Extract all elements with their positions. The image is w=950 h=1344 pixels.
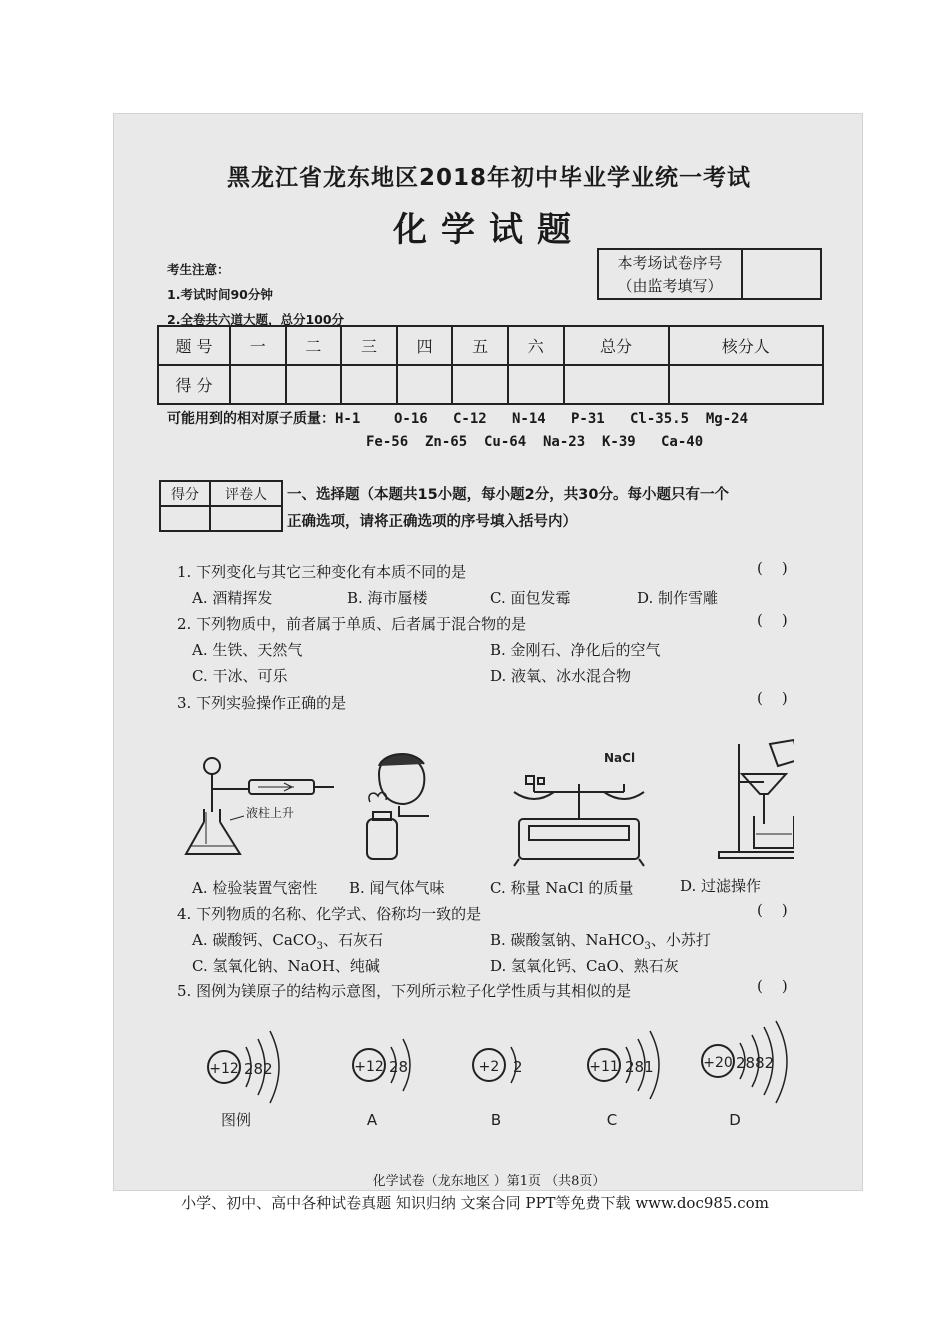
score-cell[interactable] — [397, 365, 453, 404]
q2-option-d: D. 液氧、冰水混合物 — [490, 667, 632, 685]
answer-bracket[interactable]: ( ) — [757, 977, 788, 995]
notice-heading: 考生注意： — [167, 262, 230, 277]
q1-option-d: D. 制作雪雕 — [637, 589, 719, 607]
notice-item: 1.考试时间90分钟 — [167, 287, 273, 302]
figure-c-balance — [514, 776, 644, 866]
answer-bracket[interactable]: ( ) — [757, 611, 788, 629]
figure-a-label-liquid: 液柱上升 — [246, 806, 295, 820]
svg-text:+12: +12 — [354, 1059, 384, 1075]
subject-title: 化学试题 — [393, 210, 585, 250]
question-5-stem: 5. 图例为镁原子的结构示意图，下列所示粒子化学性质与其相似的是 — [177, 982, 632, 1000]
question-3-stem: 3. 下列实验操作正确的是 — [177, 694, 347, 712]
svg-text:D: D — [729, 1111, 741, 1129]
atom-option-d — [702, 1021, 787, 1129]
figure-d-filtration — [719, 740, 794, 858]
svg-text:2882: 2882 — [736, 1054, 775, 1072]
svg-text:282: 282 — [244, 1060, 273, 1078]
download-banner[interactable]: 小学、初中、高中各种试卷真题 知识归纳 文案合同 PPT等免费下载 www.doc985.com — [181, 1194, 769, 1212]
answer-bracket[interactable]: ( ) — [757, 559, 788, 577]
serial-number-box — [597, 248, 822, 300]
experiment-figures — [174, 734, 794, 869]
q3-option-b: B. 闻气体气味 — [349, 879, 445, 897]
figure-c-label-nacl: NaCl — [604, 751, 636, 765]
q1-option-b: B. 海市蜃楼 — [347, 589, 428, 607]
svg-text:+11: +11 — [589, 1059, 619, 1075]
svg-text:图例: 图例 — [220, 1111, 252, 1129]
figure-b-smell-gas — [367, 754, 429, 859]
question-2-stem: 2. 下列物质中，前者属于单质、后者属于混合物的是 — [177, 615, 527, 633]
serial-number-field[interactable] — [743, 250, 820, 298]
exam-title: 黑龙江省龙东地区2018年初中毕业学业统一考试 — [226, 165, 751, 191]
answer-bracket[interactable]: ( ) — [757, 901, 788, 919]
grader-box-score-label: 得分 — [160, 481, 210, 506]
grader-box-score-cell[interactable] — [160, 506, 210, 531]
svg-text:+12: +12 — [209, 1061, 239, 1077]
score-cell[interactable] — [564, 365, 669, 404]
question-1-stem: 1. 下列变化与其它三种变化有本质不同的是 — [177, 563, 467, 581]
grader-box — [159, 480, 283, 532]
q3-option-d: D. 过滤操作 — [680, 877, 762, 895]
score-table-header: 五 — [452, 326, 508, 365]
scanned-page — [113, 113, 863, 1191]
svg-text:28: 28 — [389, 1058, 409, 1076]
score-table-header: 四 — [397, 326, 453, 365]
score-table-header: 三 — [341, 326, 397, 365]
notice-item: 2.全卷共六道大题，总分100分 — [167, 312, 345, 327]
q2-option-a: A. 生铁、天然气 — [192, 641, 303, 659]
score-table-header: 六 — [508, 326, 564, 365]
section-1-heading: 一、选择题（本题共15小题，每小题2分，共30分。每小题只有一个 正确选项，请将正确选项的序号填入括号内） — [287, 487, 729, 530]
svg-text:281: 281 — [625, 1058, 654, 1076]
svg-text:+20: +20 — [703, 1055, 733, 1071]
q4-option-d: D. 氢氧化钙、CaO、熟石灰 — [490, 957, 679, 975]
svg-text:C: C — [606, 1111, 618, 1129]
q1-option-c: C. 面包发霉 — [490, 589, 571, 607]
score-cell[interactable] — [286, 365, 342, 404]
score-table-header: 二 — [286, 326, 342, 365]
q4-option-b: B. 碳酸氢钠、NaHCO$_3$、小苏打 — [490, 931, 711, 952]
score-table-header: 题 号 — [158, 326, 230, 365]
atom-diagrams — [194, 1019, 814, 1129]
q1-option-a: A. 酒精挥发 — [192, 589, 273, 607]
score-table — [157, 325, 824, 405]
answer-bracket[interactable]: ( ) — [757, 689, 788, 707]
score-table-header: 核分人 — [669, 326, 823, 365]
atom-option-c — [588, 1031, 659, 1129]
q2-option-c: C. 干冰、可乐 — [192, 667, 288, 685]
serial-number-label: 本考场试卷序号 （由监考填写） — [599, 250, 743, 298]
score-table-header: 一 — [230, 326, 286, 365]
score-cell[interactable] — [230, 365, 286, 404]
q4-option-c: C. 氢氧化钠、NaOH、纯碱 — [192, 957, 380, 975]
svg-text:+2: +2 — [478, 1059, 500, 1075]
atom-option-a — [353, 1039, 410, 1129]
atom-option-b — [473, 1047, 523, 1129]
question-4-stem: 4. 下列物质的名称、化学式、俗称均一致的是 — [177, 905, 482, 923]
svg-text:A: A — [366, 1111, 378, 1129]
atomic-mass-line-1: 可能用到的相对原子质量：H-1 O-16 C-12 N-14 P-31 Cl-35.5 Mg-24 — [167, 411, 749, 427]
atomic-mass-line-2: Fe-56 Zn-65 Cu-64 Na-23 K-39 Ca-40 — [366, 434, 704, 450]
score-cell[interactable] — [669, 365, 823, 404]
atom-legend — [208, 1031, 279, 1129]
q4-option-a: A. 碳酸钙、CaCO$_3$、石灰石 — [192, 931, 383, 952]
grader-box-grader-cell[interactable] — [210, 506, 282, 531]
grader-box-grader-label: 评卷人 — [210, 481, 282, 506]
q2-option-b: B. 金刚石、净化后的空气 — [490, 641, 661, 659]
svg-text:B: B — [490, 1111, 502, 1129]
svg-text:2: 2 — [513, 1058, 523, 1076]
score-cell[interactable] — [341, 365, 397, 404]
q3-option-c: C. 称量 NaCl 的质量 — [490, 879, 634, 897]
q3-option-a: A. 检验装置气密性 — [192, 879, 318, 897]
score-row-label: 得 分 — [158, 365, 230, 404]
score-cell[interactable] — [508, 365, 564, 404]
score-table-header: 总分 — [564, 326, 669, 365]
score-cell[interactable] — [452, 365, 508, 404]
page-footer: 化学试卷（龙东地区 ）第1页 （共8页） — [372, 1174, 606, 1189]
